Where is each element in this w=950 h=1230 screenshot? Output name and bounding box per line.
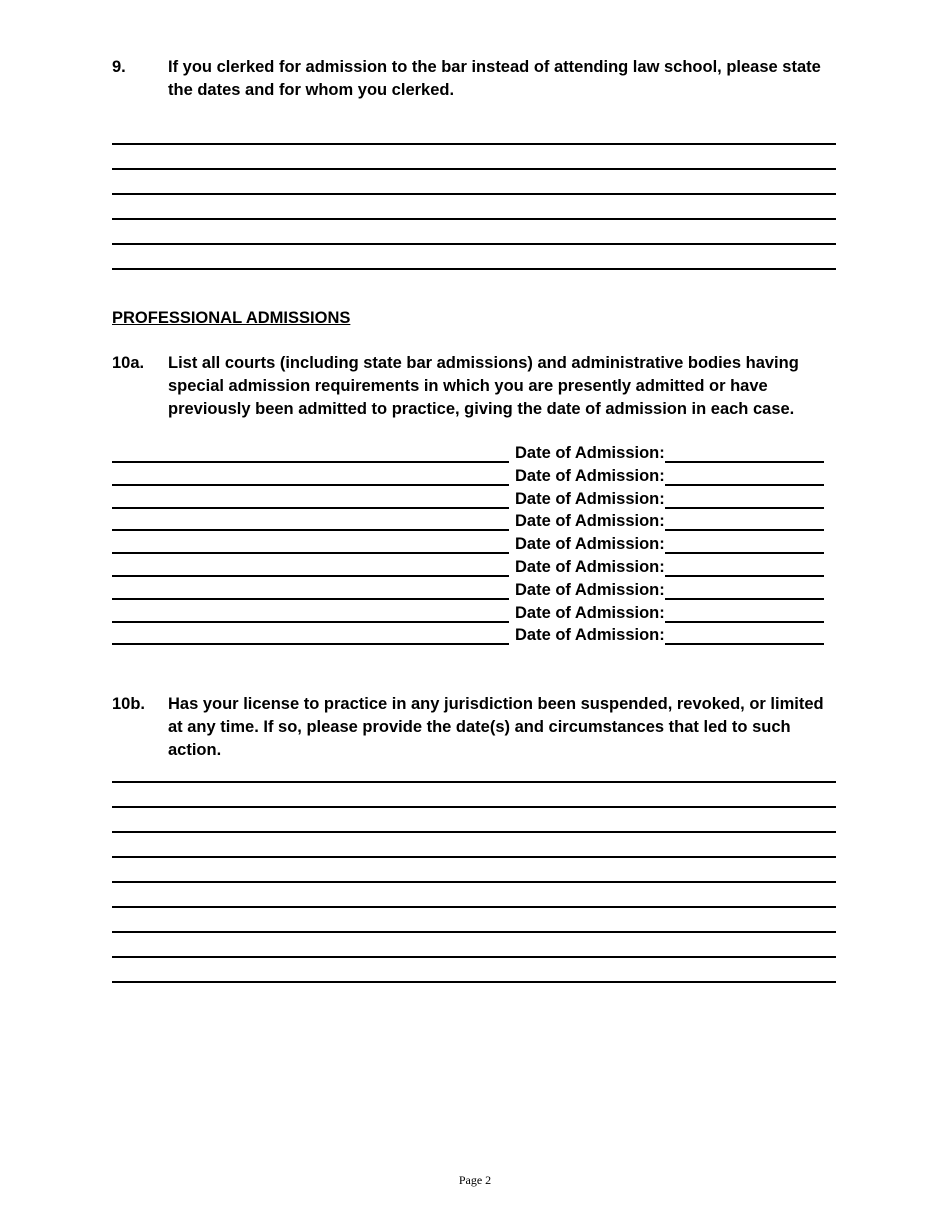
admission-row: [112, 510, 832, 533]
date-of-admission-label: Date of Admission:: [515, 489, 665, 508]
q10b-answer-line[interactable]: [112, 885, 836, 908]
date-of-admission-label: Date of Admission:: [515, 626, 665, 645]
admission-row: [112, 579, 832, 602]
court-name-field[interactable]: [112, 556, 509, 577]
date-of-admission-field[interactable]: [665, 465, 824, 486]
q10b-answer-line[interactable]: [112, 785, 836, 808]
q10b-answer-line[interactable]: [112, 860, 836, 883]
page-number: Page 2: [458, 1173, 492, 1187]
question-number: 10b.: [112, 695, 146, 713]
q9-answer-line[interactable]: [112, 172, 836, 195]
q10b-answer-line[interactable]: [112, 960, 836, 983]
question-text: If you clerked for admission to the bar instead of attending law school, please state the dates and for whom you clerked.: [168, 58, 821, 99]
date-of-admission-field[interactable]: [665, 579, 824, 600]
q9-answer-line[interactable]: [112, 197, 836, 220]
q10b-answer-line[interactable]: [112, 810, 836, 833]
date-of-admission-field[interactable]: [665, 602, 824, 623]
question-number: 10a.: [112, 354, 145, 372]
q9-answer-line[interactable]: [112, 222, 836, 245]
question-10b: [112, 693, 842, 762]
q10b-answer-line[interactable]: [112, 935, 836, 958]
court-name-field[interactable]: [112, 602, 509, 623]
date-of-admission-label: Date of Admission:: [515, 557, 665, 576]
admission-row: [112, 465, 832, 488]
date-of-admission-label: Date of Admission:: [515, 580, 665, 599]
answer-lines-q10b: [112, 760, 836, 983]
date-of-admission-label: Date of Admission:: [515, 466, 665, 485]
court-name-field[interactable]: [112, 624, 509, 645]
court-name-field[interactable]: [112, 488, 509, 509]
question-10a: [112, 352, 842, 421]
court-name-field[interactable]: [112, 442, 509, 463]
q9-answer-line[interactable]: [112, 247, 836, 270]
admission-row: [112, 533, 832, 556]
q10b-answer-line[interactable]: [112, 835, 836, 858]
date-of-admission-field[interactable]: [665, 556, 824, 577]
admission-row: [112, 556, 832, 579]
date-of-admission-field[interactable]: [665, 624, 824, 645]
court-name-field[interactable]: [112, 510, 509, 531]
question-text: Has your license to practice in any jurisdiction been suspended, revoked, or limited at any time. If so, please provide the date(s) and circumstances that led to such action.: [168, 695, 824, 759]
date-of-admission-field[interactable]: [665, 510, 824, 531]
q9-answer-line[interactable]: [112, 122, 836, 145]
date-of-admission-label: Date of Admission:: [515, 444, 665, 462]
answer-lines-q9: [112, 122, 836, 270]
date-of-admission-label: Date of Admission:: [515, 535, 665, 554]
question-number: 9.: [112, 58, 126, 76]
court-name-field[interactable]: [112, 465, 509, 486]
date-of-admission-label: Date of Admission:: [515, 512, 665, 531]
date-of-admission-field[interactable]: [665, 442, 824, 463]
date-of-admission-label: Date of Admission:: [515, 603, 665, 622]
court-name-field[interactable]: [112, 579, 509, 600]
q10b-answer-line[interactable]: [112, 910, 836, 933]
admission-row: [112, 624, 832, 647]
admission-list: [112, 442, 832, 647]
admission-row: [112, 488, 832, 511]
q9-answer-line[interactable]: [112, 147, 836, 170]
section-heading: PROFESSIONAL ADMISSIONS: [112, 309, 351, 327]
question-text: List all courts (including state bar admissions) and administrative bodies having special admission requirements in which you are presently admitted or have previously been admitted to practice, giving the date of admission in each case.: [168, 354, 799, 418]
date-of-admission-field[interactable]: [665, 533, 824, 554]
admission-row: [112, 442, 832, 465]
admission-row: [112, 602, 832, 625]
date-of-admission-field[interactable]: [665, 488, 824, 509]
court-name-field[interactable]: [112, 533, 509, 554]
question-9: [112, 56, 842, 102]
q10b-answer-line[interactable]: [112, 760, 836, 783]
